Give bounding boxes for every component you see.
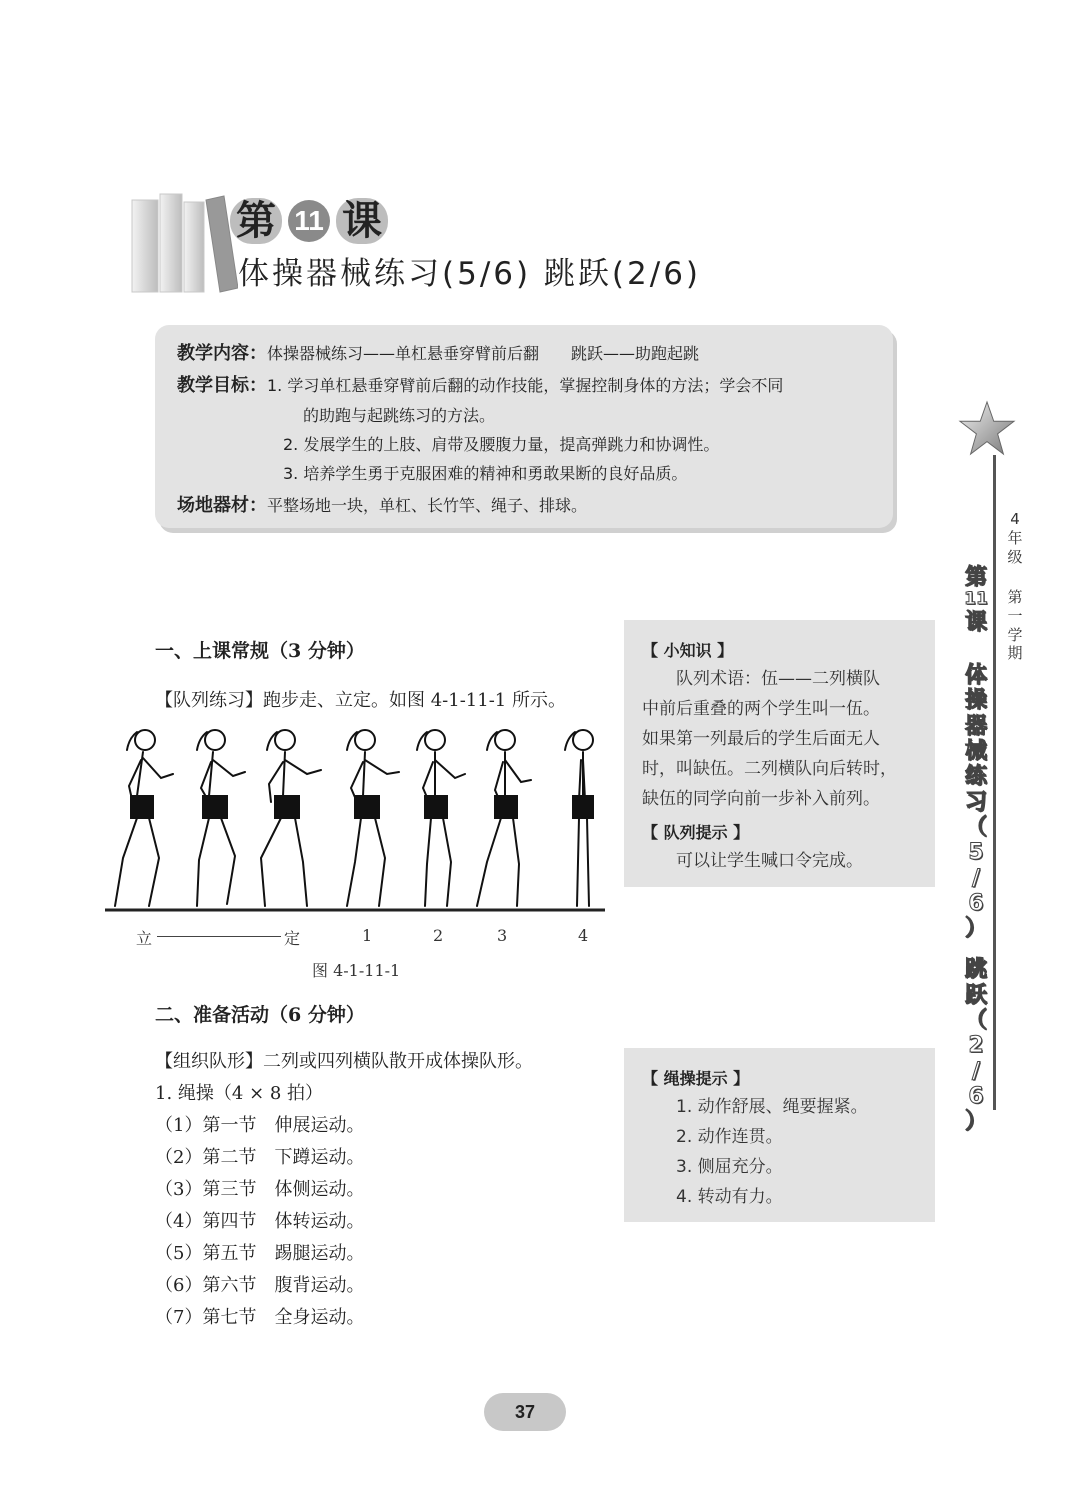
exercise-item-6: （6）第六节 腹背运动。 — [155, 1275, 365, 1296]
content-row — [177, 339, 699, 365]
side-title-char: 练 — [964, 764, 987, 790]
teaching-info-box — [155, 325, 893, 528]
books-icon — [128, 188, 238, 293]
side-title-char: （ — [964, 1008, 987, 1033]
section2-title: 二、准备活动（6 分钟） — [155, 1004, 365, 1026]
figure-label-4: 4 — [578, 926, 589, 945]
side-title-gap — [962, 635, 990, 663]
side-title-char: 6 — [968, 1083, 984, 1109]
side-title-char: 习 — [964, 789, 987, 815]
tip-rope-line-2: 2. 动作连贯。 — [676, 1127, 783, 1147]
marching-figure — [105, 718, 605, 918]
lesson-heading — [230, 198, 388, 244]
side-title-char: 跃 — [964, 982, 987, 1008]
runner-figure — [417, 730, 465, 906]
tip-knowledge-head: 【 小知识 】 — [642, 641, 734, 660]
tip-box-knowledge — [624, 620, 935, 887]
goal-line-1: 1. 学习单杠悬垂穿臂前后翻的动作技能，掌握控制身体的方法；学会不同 — [267, 376, 784, 395]
side-title-char: 跳 — [964, 957, 987, 983]
runner-figure — [347, 730, 399, 906]
figure-label-1: 1 — [362, 926, 373, 945]
goal-label: 教学目标： — [177, 375, 267, 396]
side-title-char: 器 — [964, 713, 987, 739]
section2-intro: 【组织队形】二列或四列横队散开成体操队形。 — [155, 1051, 533, 1072]
side-title-char: / — [971, 865, 981, 891]
side-grade-char: 4 — [1010, 510, 1020, 528]
runner-figure — [197, 730, 245, 906]
exercise-item-2: （2）第二节 下蹲运动。 — [155, 1147, 365, 1168]
side-term — [1004, 588, 1026, 663]
figure-label-halt: 定 — [284, 929, 301, 948]
tip-knowledge-line-1: 队列术语：伍——二列横队 — [642, 669, 880, 689]
figure-label-2: 2 — [433, 926, 444, 945]
tip-formation-line: 可以让学生喊口令完成。 — [642, 851, 863, 871]
exercise-item-3: （3）第三节 体侧运动。 — [155, 1179, 365, 1200]
side-term-char: 一 — [1007, 606, 1023, 625]
lesson-suffix: 课 — [336, 198, 388, 244]
side-title-char: 械 — [964, 739, 987, 765]
side-term-char: 学 — [1007, 625, 1023, 644]
side-title-char: （ — [964, 814, 987, 840]
figure-caption: 图 4-1-11-1 — [312, 961, 401, 980]
side-divider — [993, 455, 996, 1110]
tip-box-rope — [624, 1048, 935, 1222]
equipment-row — [177, 491, 587, 517]
side-title-char: ） — [964, 1109, 987, 1135]
tip-knowledge-line-4: 时，叫缺伍。二列横队向后转时， — [642, 759, 897, 779]
exercise-item-5: （5）第五节 踢腿运动。 — [155, 1243, 365, 1264]
side-term-char: 第 — [1007, 588, 1023, 606]
goal-line-2: 的助跑与起跳练习的方法。 — [303, 406, 496, 425]
side-title-char: 6 — [968, 890, 984, 916]
star-icon — [958, 400, 1016, 458]
standing-figure — [565, 730, 593, 906]
side-title-char: 2 — [968, 1033, 984, 1059]
section1-intro: 【队列练习】跑步走、立定。如图 4-1-11-1 所示。 — [155, 690, 566, 711]
runner-figure — [477, 730, 531, 906]
side-title-char: ） — [964, 916, 987, 942]
page-number: 37 — [484, 1393, 566, 1431]
side-title-char: 课 — [964, 609, 987, 635]
equipment-text: 平整场地一块，单杠、长竹竿、绳子、排球。 — [267, 496, 588, 515]
content-text: 体操器械练习——单杠悬垂穿臂前后翻 跳跃——助跑起跳 — [267, 344, 700, 363]
exercise-item-4: （4）第四节 体转运动。 — [155, 1211, 365, 1232]
side-title-char: 5 — [968, 840, 984, 866]
tip-knowledge-line-3: 如果第一列最后的学生后面无人 — [642, 729, 880, 749]
equipment-label: 场地器材： — [177, 495, 267, 516]
tip-rope-line-1: 1. 动作舒展、绳要握紧。 — [676, 1097, 868, 1117]
side-grade — [1004, 510, 1026, 566]
side-grade-char: 年 — [1007, 528, 1023, 547]
runner-figure — [115, 730, 173, 906]
tip-rope-line-3: 3. 侧屈充分。 — [676, 1157, 783, 1177]
tip-rope-head: 【 绳操提示 】 — [642, 1069, 750, 1088]
tip-formation-head: 【 队列提示 】 — [642, 823, 750, 842]
runner-figure — [261, 730, 321, 906]
tip-knowledge-line-2: 中前后重叠的两个学生叫一伍。 — [642, 699, 880, 719]
figure-label-3: 3 — [497, 926, 508, 945]
side-term-char: 期 — [1007, 644, 1023, 663]
goal-row — [177, 371, 783, 397]
rope-exercise-heading: 1. 绳操（4 × 8 拍） — [155, 1083, 324, 1104]
side-title-char: 11 — [964, 589, 988, 610]
exercise-item-7: （7）第七节 全身运动。 — [155, 1307, 365, 1328]
content-label: 教学内容： — [177, 343, 267, 364]
lesson-subtitle: 体操器械练习(5/6) 跳跃(2/6) — [238, 256, 702, 292]
side-title-char: 操 — [964, 688, 987, 714]
exercise-item-1: （1）第一节 伸展运动。 — [155, 1115, 365, 1136]
goal-line-4: 3. 培养学生勇于克服困难的精神和勇敢果断的良好品质。 — [283, 464, 688, 483]
side-grade-char: 级 — [1007, 547, 1023, 566]
side-title-char: / — [971, 1058, 981, 1084]
side-title-char: 第 — [964, 565, 987, 590]
lesson-prefix: 第 — [230, 198, 282, 244]
side-title — [962, 565, 990, 1134]
goal-line-3: 2. 发展学生的上肢、肩带及腰腹力量，提高弹跳力和协调性。 — [283, 435, 720, 454]
lesson-number: 11 — [288, 200, 330, 242]
tip-rope-line-4: 4. 转动有力。 — [676, 1187, 783, 1207]
figure-label-dash — [157, 936, 281, 937]
section1-title: 一、上课常规（3 分钟） — [155, 640, 365, 662]
side-title-gap — [962, 941, 990, 957]
side-title-char: 体 — [964, 663, 987, 689]
tip-knowledge-line-5: 缺伍的同学向前一步补入前列。 — [642, 789, 880, 809]
figure-label-stand: 立 — [136, 929, 153, 948]
